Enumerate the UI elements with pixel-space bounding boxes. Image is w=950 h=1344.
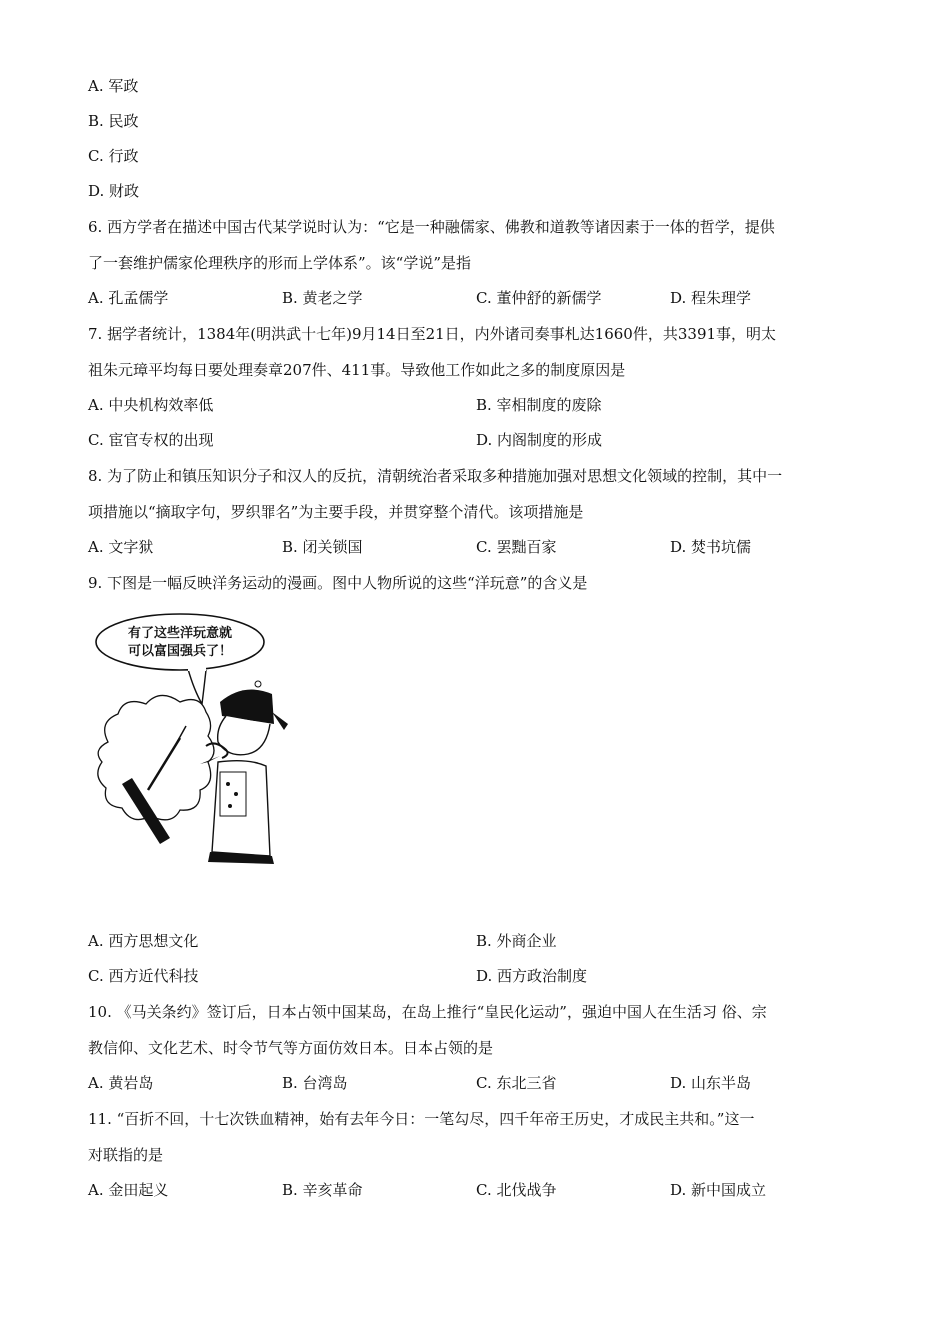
q10-option-c: C. 东北三省	[476, 1074, 557, 1092]
speech-line1: 有了这些洋玩意就	[127, 626, 233, 641]
q8-option-d: D. 焚书坑儒	[670, 538, 752, 556]
q9-option-d: D. 西方政治制度	[476, 967, 588, 985]
speech-line2: 可以富国强兵了！	[127, 644, 233, 659]
q8-option-c: C. 罢黜百家	[476, 538, 557, 556]
q7-option-d: D. 内阁制度的形成	[476, 431, 603, 449]
q7-stem-line1: 7. 据学者统计，1384年(明洪武十七年)9月14日至21日，内外诸司奏事札达1660件，共3391事，明太	[88, 325, 777, 343]
cartoon-illustration	[88, 612, 298, 874]
q8-stem-line1: 8. 为了防止和镇压知识分子和汉人的反抗，清朝统治者采取多种措施加强对思想文化领域的控制，其中一	[88, 467, 783, 485]
q6-stem-line1: 6. 西方学者在描述中国古代某学说时认为：“它是一种融儒家、佛教和道教等诸因素于一体的哲学，提供	[88, 218, 775, 236]
q6-option-b: B. 黄老之学	[282, 289, 363, 307]
q11-option-b: B. 辛亥革命	[282, 1181, 363, 1199]
q8-stem-line2: 项措施以“摘取字句，罗织罪名”为主要手段，并贯穿整个清代。该项措施是	[88, 503, 584, 521]
q6-stem-line2: 了一套维护儒家伦理秩序的形而上学体系”。该“学说”是指	[88, 254, 472, 272]
q8-option-a: A. 文字狱	[88, 538, 154, 556]
q5-option-c: C. 行政	[88, 147, 139, 165]
q6-option-c: C. 董仲舒的新儒学	[476, 289, 602, 307]
q11-stem-line2: 对联指的是	[88, 1146, 164, 1164]
q11-option-c: C. 北伐战争	[476, 1181, 557, 1199]
q9-option-a: A. 西方思想文化	[88, 932, 199, 950]
yangwu-cartoon-image	[88, 612, 298, 874]
q7-option-b: B. 宰相制度的废除	[476, 396, 602, 414]
q5-option-b: B. 民政	[88, 112, 139, 130]
q7-option-c: C. 宦官专权的出现	[88, 431, 214, 449]
q6-option-a: A. 孔孟儒学	[88, 289, 169, 307]
q10-option-b: B. 台湾岛	[282, 1074, 348, 1092]
q8-option-b: B. 闭关锁国	[282, 538, 363, 556]
q10-option-a: A. 黄岩岛	[88, 1074, 154, 1092]
q11-option-d: D. 新中国成立	[670, 1181, 767, 1199]
q9-stem: 9. 下图是一幅反映洋务运动的漫画。图中人物所说的这些“洋玩意”的含义是	[88, 574, 588, 592]
q7-option-a: A. 中央机构效率低	[88, 396, 214, 414]
q9-option-b: B. 外商企业	[476, 932, 557, 950]
q6-option-d: D. 程朱理学	[670, 289, 752, 307]
q11-option-a: A. 金田起义	[88, 1181, 169, 1199]
q7-stem-line2: 祖朱元璋平均每日要处理奏章207件、411事。导致他工作如此之多的制度原因是	[88, 361, 626, 379]
q9-option-c: C. 西方近代科技	[88, 967, 199, 985]
q10-stem-line1: 10. 《马关条约》签订后，日本占领中国某岛，在岛上推行“皇民化运动”，强迫中国人在生活习 俗、宗	[88, 1003, 767, 1021]
q10-option-d: D. 山东半岛	[670, 1074, 752, 1092]
q10-stem-line2: 教信仰、文化艺术、时令节气等方面仿效日本。日本占领的是	[88, 1039, 494, 1057]
q5-option-d: D. 财政	[88, 182, 140, 200]
q5-option-a: A. 军政	[88, 77, 139, 95]
q11-stem-line1: 11. “百折不回，十七次铁血精神，始有去年今日：一笔勾尽，四千年帝王历史，才成民主共和。”这一	[88, 1110, 755, 1128]
